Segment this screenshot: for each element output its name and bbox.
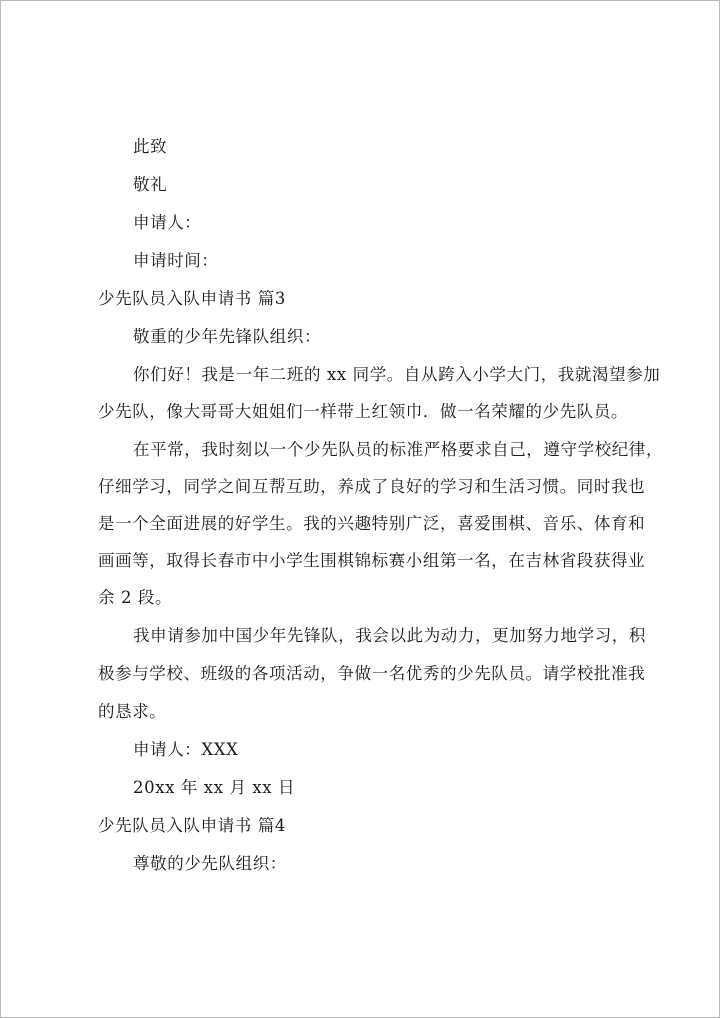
applicant-signature: 申请人：XXX <box>133 740 239 759</box>
paragraph-1-line-2: 少先队，像大哥哥大姐姐们一样带上红领巾．做一名荣耀的少先队员。 <box>98 402 629 421</box>
paragraph-1-line-1: 你们好！我是一年二班的 xx 同学。自从跨入小学大门，我就渴望参加 <box>133 365 661 384</box>
closing-line-2: 敬礼 <box>133 175 168 194</box>
section-4-title: 少先队员入队申请书 篇4 <box>98 816 286 835</box>
applicant-label: 申请人： <box>133 213 202 232</box>
section-3-title: 少先队员入队申请书 篇3 <box>98 289 286 308</box>
paragraph-3-line-2: 极参与学校、班级的各项活动，争做一名优秀的少先队员。请学校批准我 <box>98 664 646 683</box>
paragraph-2-line-5: 余 2 段。 <box>98 588 173 607</box>
apply-time-label: 申请时间： <box>133 251 219 270</box>
paragraph-2-line-1: 在平常，我时刻以一个少先队员的标准严格要求自己，遵守学校纪律， <box>133 440 664 459</box>
closing-line-1: 此致 <box>133 137 168 156</box>
date-line: 20xx 年 xx 月 xx 日 <box>133 778 296 797</box>
paragraph-3-line-3: 的恳求。 <box>98 702 167 721</box>
salutation-3: 敬重的少年先锋队组织： <box>133 327 322 346</box>
paragraph-2-line-4: 画画等，取得长春市中小学生围棋锦标赛小组第一名，在吉林省段获得业 <box>98 551 646 570</box>
paragraph-2-line-3: 是一个全面进展的好学生。我的兴趣特别广泛，喜爱围棋、音乐、体育和 <box>98 514 646 533</box>
paragraph-3-line-1: 我申请参加中国少年先锋队，我会以此为动力，更加努力地学习，积 <box>133 626 646 645</box>
paragraph-2-line-2: 仔细学习，同学之间互帮互助，养成了良好的学习和生活习惯。同时我也 <box>98 477 646 496</box>
salutation-4: 尊敬的少先队组织： <box>133 854 287 873</box>
